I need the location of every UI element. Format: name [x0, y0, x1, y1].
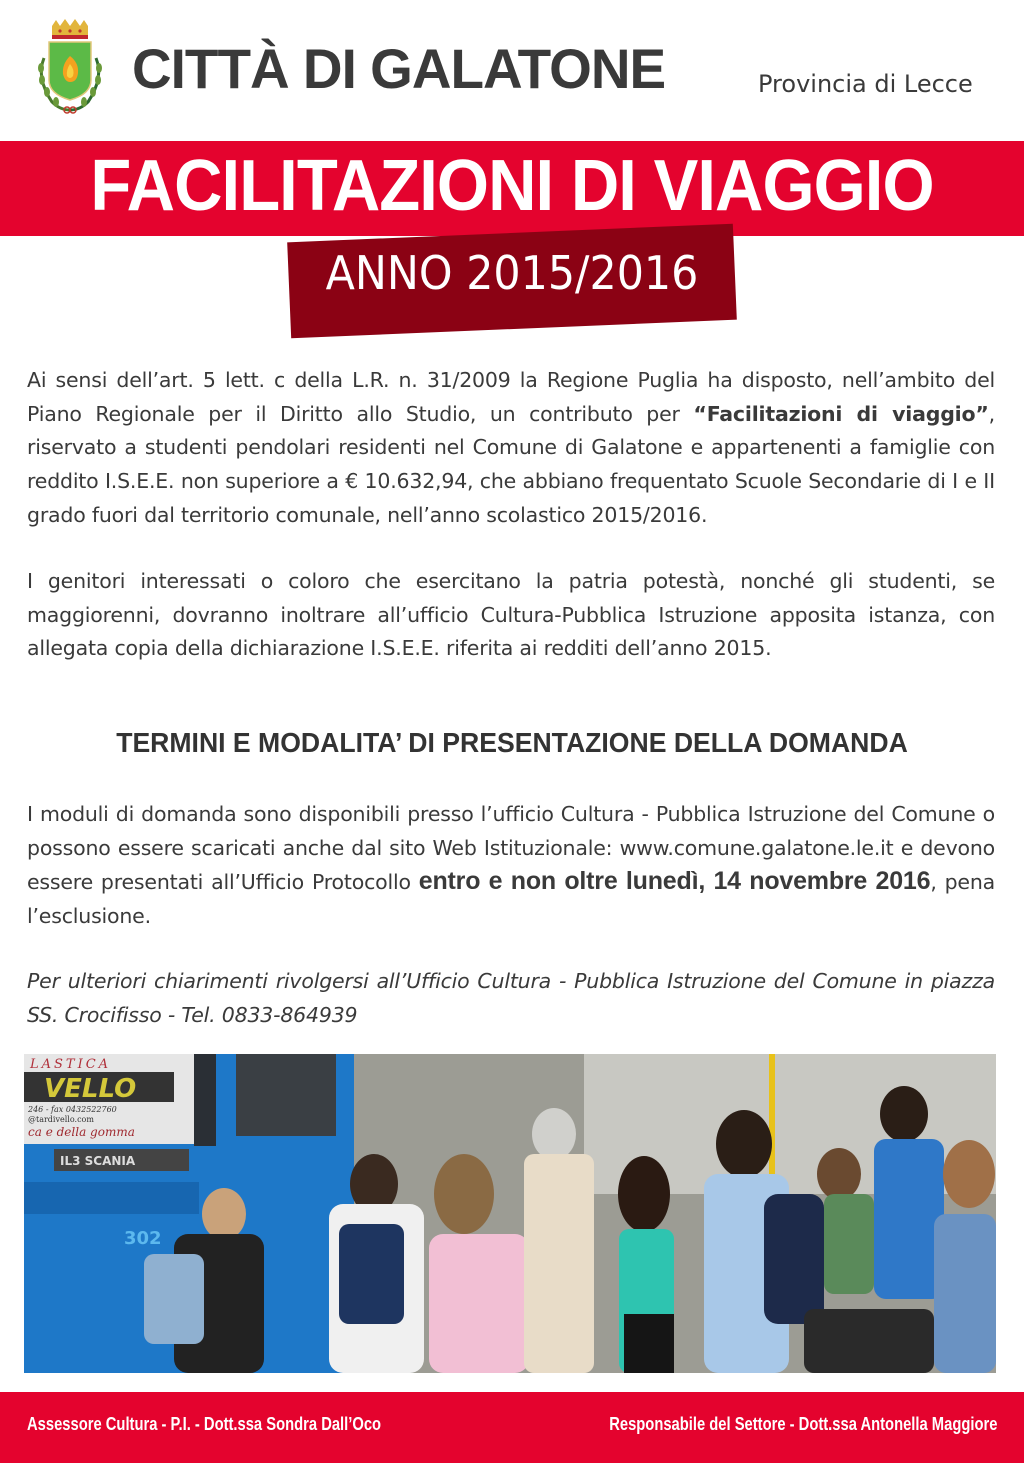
year-label: ANNO 2015/2016 — [325, 246, 699, 300]
photo-illustration — [24, 1054, 996, 1373]
footer-assessore: Assessore Cultura - P.I. - Dott.ssa Sondra Dall’Oco — [27, 1414, 382, 1434]
bus-sign-top: LASTICA — [30, 1057, 112, 1072]
city-title: CITTÀ DI GALATONE — [132, 37, 666, 100]
terms-text-1: I moduli di domanda sono disponibili presso l’ufficio Cultura - Pubblica Istruzione del Comune o possono essere scaricati anche dal sito Web Istituzionale: — [27, 802, 995, 860]
intro-highlight: “Facilitazioni di viaggio” — [693, 401, 989, 426]
terms-paragraph — [27, 798, 995, 934]
terms-text-2: e devono essere presentati all’Ufficio Protocollo — [27, 835, 995, 895]
terms-text-3: , pena l’esclusione. — [27, 870, 995, 929]
bus-plate: IL3 SCANIA — [60, 1154, 136, 1168]
students-photo — [24, 1054, 996, 1373]
bus-number: 302 — [124, 1228, 162, 1249]
info-paragraph: Per ulteriori chiarimenti rivolgersi all’Ufficio Cultura - Pubblica Istruzione del Comune in piazza SS. Crocifisso - Tel. 0833-864939 — [27, 969, 995, 1027]
website-link[interactable]: www.comune.galatone.le.it — [619, 835, 894, 860]
coat-of-arms-icon — [30, 18, 110, 118]
bus-sign-contact: 246 - fax 0432522760 — [28, 1105, 117, 1114]
bus-sign-email: @tardivello.com — [28, 1115, 94, 1124]
bus-sign-bottom: ca e della gomma — [28, 1125, 135, 1139]
intro-text-2: , riservato a studenti pendolari residenti nel Comune di Galatone e appartenenti a famiglie con reddito I.S.E.E. non superiore a € 10.632,94, che abbiano frequentato Scuole Secondarie di I e II grado fuori dal territorio comunale, nell’anno scolastico 2015/2016. — [27, 401, 995, 527]
intro-text-1: Ai sensi dell’art. 5 lett. c della L.R. n. 31/2009 la Regione Puglia ha disposto, nell’ambito del Piano Regionale per il Diritto allo Studio, un contributo per — [27, 368, 995, 426]
crown-icon — [52, 19, 88, 39]
bus-sign-brand: VELLO — [44, 1074, 137, 1104]
province-label: Provincia di Lecce — [758, 70, 973, 98]
deadline-text: entro e non oltre lunedì, 14 novembre 2016 — [418, 867, 931, 896]
intro-paragraph — [27, 364, 995, 533]
main-title: FACILITAZIONI DI VIAGGIO — [90, 146, 934, 226]
parents-paragraph: I genitori interessati o coloro che esercitano la patria potestà, nonché gli studenti, se maggiorenni, dovranno inoltrare all’ufficio Cultura-Pubblica Istruzione apposita istanza, con allegata copia della dichiarazione I.S.E.E. riferita ai redditi dell’anno 2015. — [27, 569, 995, 661]
section-title: TERMINI E MODALITA’ DI PRESENTAZIONE DELLA DOMANDA — [116, 727, 908, 758]
footer-responsabile: Responsabile del Settore - Dott.ssa Antonella Maggiore — [608, 1414, 997, 1434]
